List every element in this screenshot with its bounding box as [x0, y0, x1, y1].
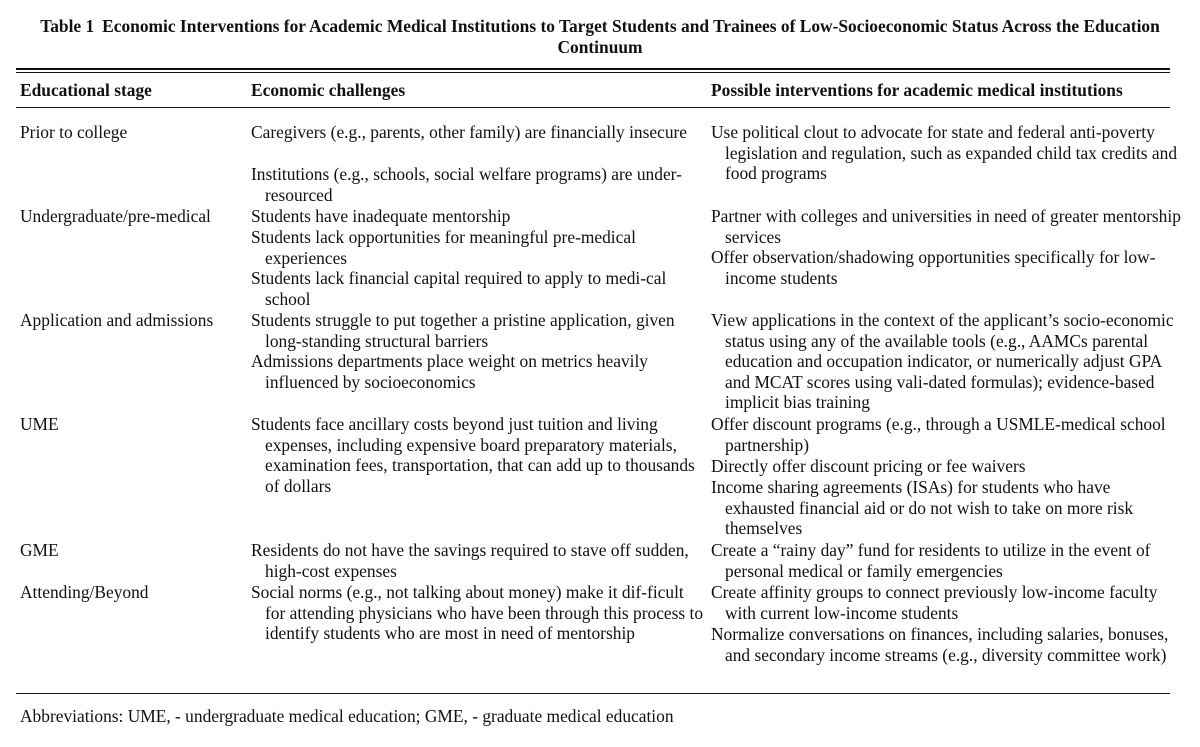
table-footnote: Abbreviations: UME, - undergraduate medical education; GME, - graduate medical education: [20, 706, 674, 726]
intervention-item: Normalize conversations on finances, including salaries, bonuses, and secondary income streams (e.g., diversity committee work): [711, 624, 1169, 665]
intervention-item: Income sharing agreements (ISAs) for students who have exhausted financial aid or do not wish to take on more risk themselves: [711, 477, 1134, 538]
stage-undergraduate: Undergraduate/pre-medical: [20, 206, 211, 226]
header-rule: [16, 107, 1170, 108]
header-economic-challenges: Economic challenges: [251, 80, 406, 100]
intervention-item: View applications in the context of the applicant’s socio-economic status using any of the available tools (e.g., AAMCs parental education and occupation indicator, or numerically adjust GPA and MCAT scores using vali-dated formulas); evidence-based implicit bias training: [711, 310, 1174, 412]
table-label: Table 1: [40, 16, 95, 36]
intervention-item: Create a “rainy day” fund for residents to utilize in the event of personal medical or family emergencies: [711, 540, 1151, 581]
intervention-item: Directly offer discount pricing or fee waivers: [711, 456, 1026, 476]
bottom-rule: [16, 693, 1170, 694]
challenge-item: Students face ancillary costs beyond just tuition and living expenses, including expensive board preparatory materials, examination fees, transportation, that can add up to thousands of dollars: [251, 414, 695, 496]
challenge-item: Students lack financial capital required to apply to medi-cal school: [251, 268, 667, 309]
top-rule-thick: [16, 68, 1170, 70]
challenge-item: Caregivers (e.g., parents, other family) are financially insecure: [251, 122, 688, 142]
intervention-item: Create affinity groups to connect previously low-income faculty with current low-income students: [711, 582, 1158, 623]
challenge-item: Students lack opportunities for meaningful pre-medical experiences: [251, 227, 636, 268]
challenge-item: Residents do not have the savings required to stave off sudden, high-cost expenses: [251, 540, 689, 581]
table-caption: [16, 16, 1184, 58]
stage-ume: UME: [20, 414, 59, 434]
stage-prior-to-college: Prior to college: [20, 122, 128, 142]
header-possible-interventions: Possible interventions for academic medical institutions: [711, 80, 1123, 100]
intervention-item: Partner with colleges and universities in need of greater mentorship services: [711, 206, 1181, 247]
intervention-item: Use political clout to advocate for state and federal anti-poverty legislation and regulation, such as expanded child tax credits and food programs: [711, 122, 1178, 183]
challenge-item: Institutions (e.g., schools, social welfare programs) are under-resourced: [251, 164, 682, 205]
challenge-item: Students have inadequate mentorship: [251, 206, 511, 226]
table-title: Economic Interventions for Academic Medical Institutions to Target Students and Trainees of Low-Socioeconomic Status Across the Education Continuum: [102, 16, 1160, 57]
header-educational-stage: Educational stage: [20, 80, 152, 100]
intervention-item: Offer observation/shadowing opportunities specifically for low-income students: [711, 247, 1156, 288]
stage-attending-beyond: Attending/Beyond: [20, 582, 149, 602]
stage-gme: GME: [20, 540, 59, 560]
intervention-item: Offer discount programs (e.g., through a USMLE-medical school partnership): [711, 414, 1166, 455]
challenge-item: Students struggle to put together a pristine application, given long-standing structural barriers: [251, 310, 675, 351]
challenge-item: Admissions departments place weight on metrics heavily influenced by socioeconomics: [251, 351, 648, 392]
stage-application-admissions: Application and admissions: [20, 310, 214, 330]
top-rule-thin: [16, 72, 1170, 73]
challenge-item: Social norms (e.g., not talking about money) make it dif-ficult for attending physicians who have been through this process to identify students who are most in need of mentorship: [251, 582, 704, 643]
